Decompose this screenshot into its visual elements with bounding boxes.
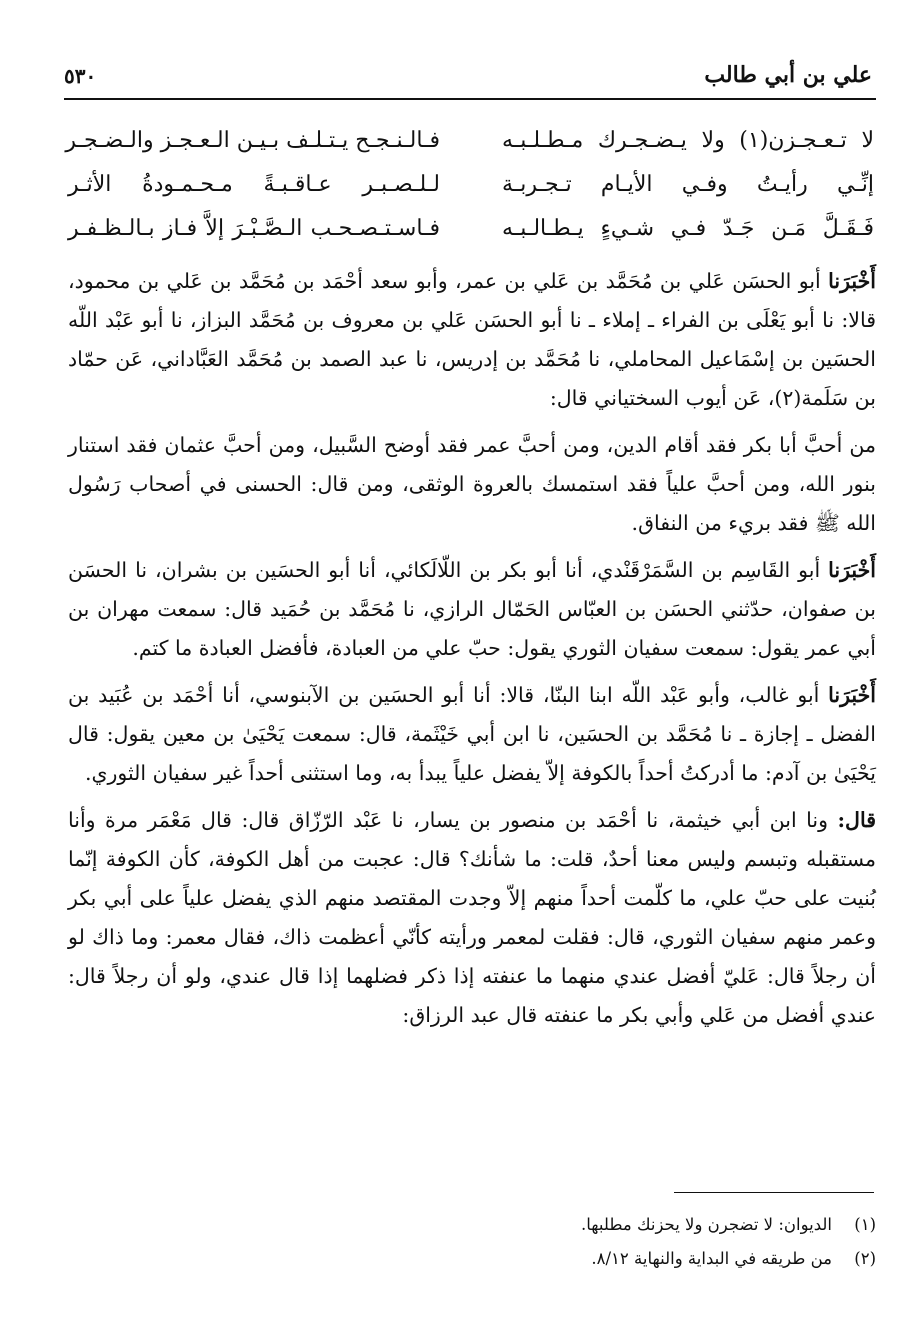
footnote-text: من طريقه في البداية والنهاية ٨/١٢. (591, 1249, 832, 1268)
narration-paragraph (68, 676, 876, 793)
paragraph-lead-word: قال: (837, 808, 876, 832)
poem-verse (68, 216, 874, 260)
paragraph-text: من أحبَّ أبا بكر فقد أقام الدين، ومن أحبَّ عمر فقد أوضح السَّبيل، ومن أحبَّ عثمان فقد استنار بنور الله، ومن أحبَّ علياً فقد استمسك بالعروة الوثقى، ومن قال: الحسنى في أصحاب رَسُول الله ﷺ فقد بريء من النفاق. (68, 433, 876, 535)
narration-paragraph (68, 426, 876, 543)
verse-second-hemistich: لـلـصـبـر عـاقـبـةً مـحـمـودةُ الأثـر (68, 172, 440, 197)
verse-first-hemistich: لا تـعـجـزن(١) ولا يـضـجـرك مـطـلـبـه (502, 128, 874, 153)
narration-paragraph (68, 551, 876, 668)
paragraph-lead-word: أَخْبَرَنا (828, 269, 876, 293)
verse-first-hemistich: إنِّـي رأيـتُ وفـي الأيـام تـجـربـة (502, 172, 874, 197)
footnote-text: الديوان: لا تضجرن ولا يحزنك مطلبها. (581, 1215, 832, 1234)
verse-second-hemistich: فـاسـتـصـحـب الـصَّـبْـرَ إلاَّ فـاز بـالـظـفـر (68, 216, 440, 241)
body-text (68, 262, 876, 1043)
verse-second-hemistich: فـالـنـجـح يـتـلـف بـيـن الـعـجـز والـضـجـر (65, 128, 440, 153)
paragraph-text: أبو القَاسِم بن السَّمَرْقَنْدي، أنا أبو بكر بن اللّالَكائي، أنا أبو الحسَين بن بشران، نا الحسَن بن صفوان، حدّثني الحسَن بن العبّاس الحَمّال الرازي، نا مُحَمَّد بن حُمَيد قال: سمعت مهران بن أبي عمر يقول: سمعت سفيان الثوري يقول: حبّ علي من العبادة، فأفضل العبادة ما كتم. (68, 558, 876, 660)
footnotes (64, 1208, 876, 1276)
footnote-number: (١) (854, 1215, 876, 1234)
running-title: علي بن أبي طالب (704, 62, 872, 88)
narration-paragraph (68, 262, 876, 418)
page-number: ٥٣٠ (64, 64, 97, 88)
paragraph-lead-word: أَخْبَرَنا (828, 558, 876, 582)
paragraph-text: ونا ابن أبي خيثمة، نا أحْمَد بن منصور بن يسار، نا عَبْد الرّزّاق قال: قال مَعْمَر مرة وأنا مستقبله وتبسم وليس معنا أحدٌ، قلت: ما شأنك؟ قال: عجبت من أهل الكوفة، كأن الكوفة إنّما بُنيت على حبّ علي، ما كلّمت أحداً منهم إلاّ وجدت المقتصد منهم الذي يفضل علياً على أبي بكر وعمر منهم سفيان الثوري، قال: فقلت لمعمر ورأيته كأنّي أعظمت ذاك، فقال معمر: وما ذاك لو أن رجلاً قال: عَليّ أفضل عندي منهما ما عنفته إذا ذكر فضلهما إذا قال عندي، ولو أن رجلاً قال: عندي أفضل من عَلي وأبي بكر ما عنفته قال عبد الرزاق: (68, 808, 876, 1027)
footnote (64, 1208, 876, 1242)
poem-verse (65, 128, 874, 172)
running-header (64, 62, 872, 92)
header-rule (64, 98, 876, 100)
verse-first-hemistich: فَـقَـلَّ مَـن جَـدّ فـي شـيءٍ يـطـالـبـه (502, 216, 874, 241)
footnote-rule (674, 1192, 874, 1193)
poem (65, 128, 874, 260)
footnote-number: (٢) (854, 1249, 876, 1268)
poem-verse (68, 172, 874, 216)
paragraph-text: أبو غالب، وأبو عَبْد اللّه ابنا البنّا، قالا: أنا أبو الحسَين بن الآبنوسي، أنا أحْمَد بن عُبَيد بن الفضل ـ إجازة ـ نا مُحَمَّد بن الحسَين، نا ابن أبي خَيْثَمة، قال: سمعت يَحْيَىٰ بن معين يقول: قال يَحْيَىٰ بن آدم: ما أدركتُ أحداً بالكوفة إلاّ يفضل علياً يبدأ به، وما استثنى أحداً غير سفيان الثوري. (68, 683, 876, 785)
footnote (64, 1242, 876, 1276)
paragraph-lead-word: أَخْبَرَنا (828, 683, 876, 707)
paragraph-text: أبو الحسَن عَلي بن مُحَمَّد بن عَلي بن عمر، وأبو سعد أحْمَد بن مُحَمَّد بن عَلي بن محمود، قالا: نا أبو يَعْلَى بن الفراء ـ إملاء ـ نا أبو الحسَن عَلي بن معروف بن مُحَمَّد البزاز، نا أبو عَبْد اللّه الحسَين بن إسْمَاعيل المحاملي، نا مُحَمَّد بن إدريس، نا عبد الصمد بن مُحَمَّد العَبَّاداني، عَن حمّاد بن سَلَمة(٢)، عَن أيوب السختياني قال: (68, 269, 876, 410)
narration-paragraph (68, 801, 876, 1035)
